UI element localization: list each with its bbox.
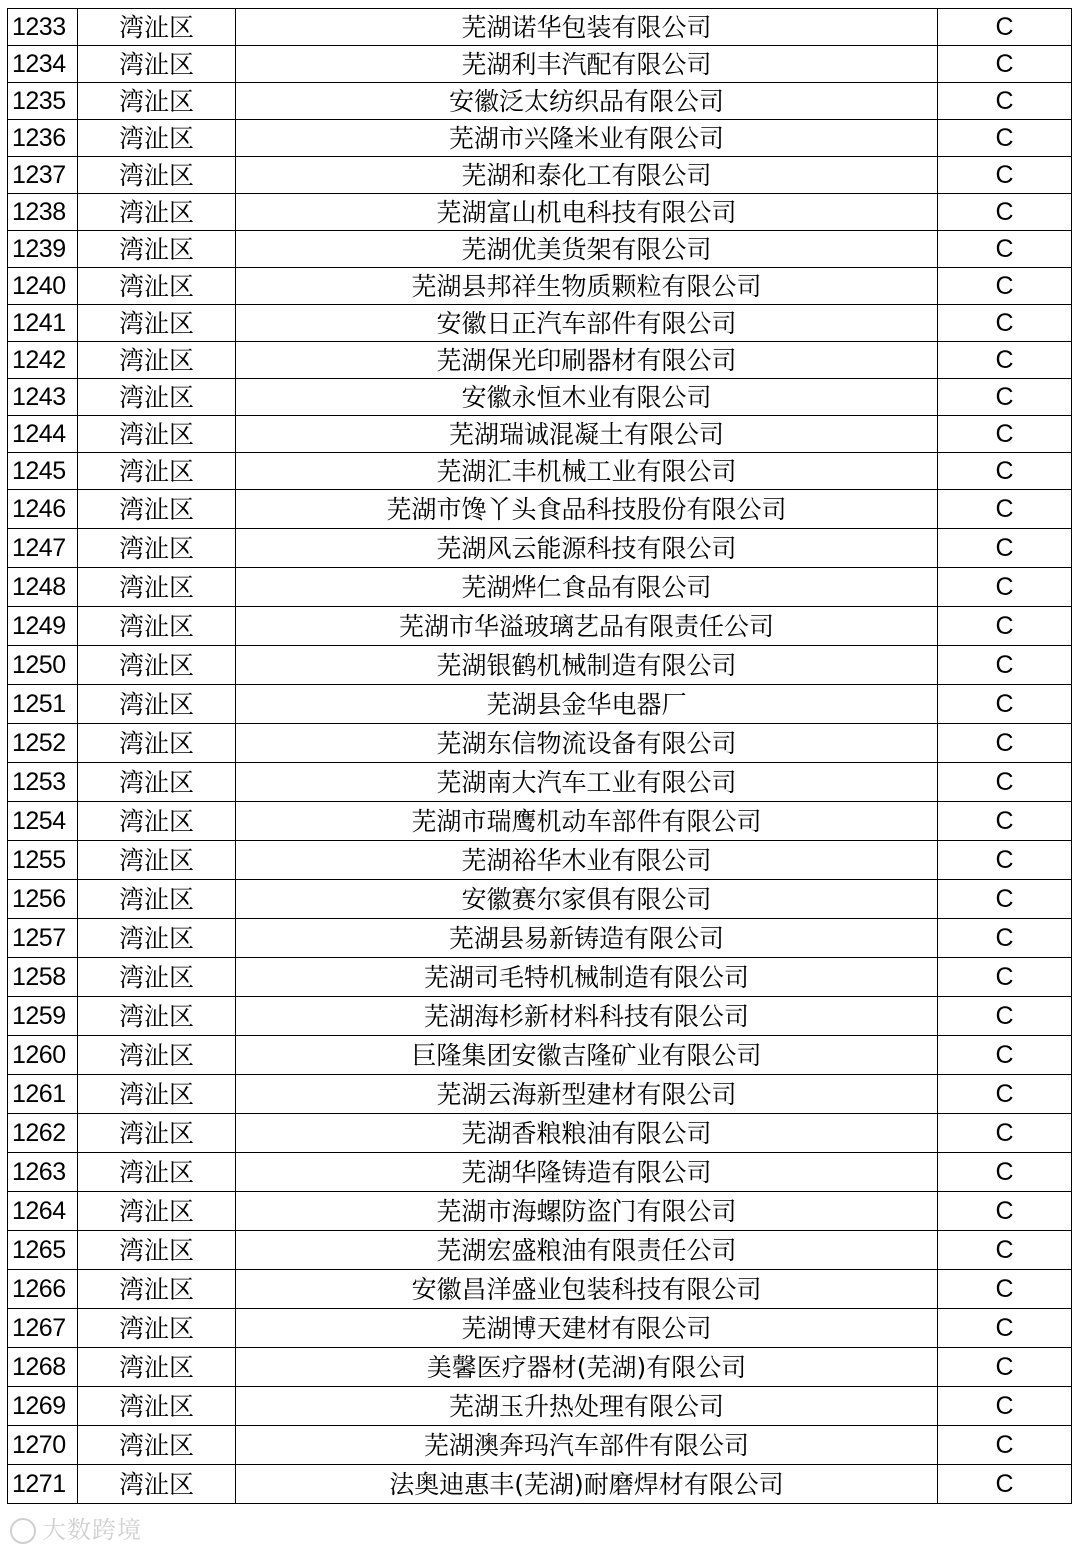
- company-name-cell: 芜湖市兴隆米业有限公司: [236, 120, 938, 157]
- table-row: [8, 120, 1072, 157]
- credit-level-cell: C: [938, 1348, 1072, 1387]
- district-cell: 湾沚区: [78, 379, 236, 416]
- row-number-cell: 1264: [8, 1192, 78, 1231]
- company-name-cell: 巨隆集团安徽吉隆矿业有限公司: [236, 1036, 938, 1075]
- company-name-cell: 安徽昌洋盛业包装科技有限公司: [236, 1270, 938, 1309]
- table-row: [8, 342, 1072, 379]
- credit-level-cell: C: [938, 1270, 1072, 1309]
- district-cell: 湾沚区: [78, 9, 236, 46]
- table-row: [8, 841, 1072, 880]
- company-name-cell: 芜湖裕华木业有限公司: [236, 841, 938, 880]
- credit-level-cell: C: [938, 490, 1072, 529]
- credit-level-cell: C: [938, 685, 1072, 724]
- company-name-cell: 芜湖优美货架有限公司: [236, 231, 938, 268]
- credit-level-cell: C: [938, 646, 1072, 685]
- table-row: [8, 607, 1072, 646]
- credit-level-cell: C: [938, 529, 1072, 568]
- table-row: [8, 379, 1072, 416]
- company-name-cell: 芜湖香粮粮油有限公司: [236, 1114, 938, 1153]
- district-cell: 湾沚区: [78, 120, 236, 157]
- row-number-cell: 1265: [8, 1231, 78, 1270]
- table-body: [8, 9, 1072, 1504]
- company-name-cell: 芜湖县易新铸造有限公司: [236, 919, 938, 958]
- company-name-cell: 芜湖烨仁食品有限公司: [236, 568, 938, 607]
- row-number-cell: 1233: [8, 9, 78, 46]
- row-number-cell: 1255: [8, 841, 78, 880]
- credit-level-cell: C: [938, 379, 1072, 416]
- district-cell: 湾沚区: [78, 194, 236, 231]
- row-number-cell: 1236: [8, 120, 78, 157]
- table-row: [8, 802, 1072, 841]
- credit-level-cell: C: [938, 1153, 1072, 1192]
- table-row: [8, 919, 1072, 958]
- credit-level-cell: C: [938, 268, 1072, 305]
- district-cell: 湾沚区: [78, 268, 236, 305]
- row-number-cell: 1261: [8, 1075, 78, 1114]
- row-number-cell: 1243: [8, 379, 78, 416]
- row-number-cell: 1244: [8, 416, 78, 453]
- district-cell: 湾沚区: [78, 1231, 236, 1270]
- table-row: [8, 880, 1072, 919]
- credit-level-cell: C: [938, 453, 1072, 490]
- row-number-cell: 1238: [8, 194, 78, 231]
- table-row: [8, 490, 1072, 529]
- row-number-cell: 1249: [8, 607, 78, 646]
- credit-level-cell: C: [938, 607, 1072, 646]
- table-row: [8, 1114, 1072, 1153]
- credit-level-cell: C: [938, 83, 1072, 120]
- table-row: [8, 1387, 1072, 1426]
- district-cell: 湾沚区: [78, 1309, 236, 1348]
- credit-level-cell: C: [938, 568, 1072, 607]
- row-number-cell: 1237: [8, 157, 78, 194]
- credit-level-cell: C: [938, 157, 1072, 194]
- company-name-cell: 安徽泛太纺织品有限公司: [236, 83, 938, 120]
- row-number-cell: 1268: [8, 1348, 78, 1387]
- district-cell: 湾沚区: [78, 685, 236, 724]
- company-name-cell: 芜湖华隆铸造有限公司: [236, 1153, 938, 1192]
- district-cell: 湾沚区: [78, 231, 236, 268]
- credit-level-cell: C: [938, 997, 1072, 1036]
- credit-level-cell: C: [938, 1309, 1072, 1348]
- district-cell: 湾沚区: [78, 1153, 236, 1192]
- district-cell: 湾沚区: [78, 416, 236, 453]
- credit-level-cell: C: [938, 1465, 1072, 1504]
- district-cell: 湾沚区: [78, 529, 236, 568]
- watermark-text: 大数跨境: [42, 1516, 142, 1544]
- district-cell: 湾沚区: [78, 1075, 236, 1114]
- table-row: [8, 958, 1072, 997]
- district-cell: 湾沚区: [78, 724, 236, 763]
- district-cell: 湾沚区: [78, 46, 236, 83]
- credit-level-cell: C: [938, 724, 1072, 763]
- row-number-cell: 1248: [8, 568, 78, 607]
- row-number-cell: 1250: [8, 646, 78, 685]
- district-cell: 湾沚区: [78, 453, 236, 490]
- row-number-cell: 1234: [8, 46, 78, 83]
- company-name-cell: 芜湖海杉新材料科技有限公司: [236, 997, 938, 1036]
- district-cell: 湾沚区: [78, 958, 236, 997]
- company-rating-table: [7, 8, 1072, 1504]
- row-number-cell: 1245: [8, 453, 78, 490]
- table-row: [8, 268, 1072, 305]
- credit-level-cell: C: [938, 194, 1072, 231]
- company-name-cell: 芜湖司毛特机械制造有限公司: [236, 958, 938, 997]
- credit-level-cell: C: [938, 802, 1072, 841]
- row-number-cell: 1251: [8, 685, 78, 724]
- credit-level-cell: C: [938, 958, 1072, 997]
- row-number-cell: 1252: [8, 724, 78, 763]
- district-cell: 湾沚区: [78, 1387, 236, 1426]
- district-cell: 湾沚区: [78, 763, 236, 802]
- row-number-cell: 1247: [8, 529, 78, 568]
- row-number-cell: 1256: [8, 880, 78, 919]
- row-number-cell: 1263: [8, 1153, 78, 1192]
- company-name-cell: 芜湖诺华包装有限公司: [236, 9, 938, 46]
- company-name-cell: 芜湖和泰化工有限公司: [236, 157, 938, 194]
- row-number-cell: 1254: [8, 802, 78, 841]
- district-cell: 湾沚区: [78, 1426, 236, 1465]
- district-cell: 湾沚区: [78, 1036, 236, 1075]
- row-number-cell: 1262: [8, 1114, 78, 1153]
- district-cell: 湾沚区: [78, 841, 236, 880]
- company-name-cell: 芜湖云海新型建材有限公司: [236, 1075, 938, 1114]
- table-row: [8, 568, 1072, 607]
- district-cell: 湾沚区: [78, 305, 236, 342]
- credit-level-cell: C: [938, 305, 1072, 342]
- district-cell: 湾沚区: [78, 1270, 236, 1309]
- district-cell: 湾沚区: [78, 342, 236, 379]
- row-number-cell: 1257: [8, 919, 78, 958]
- table-row: [8, 1426, 1072, 1465]
- district-cell: 湾沚区: [78, 997, 236, 1036]
- district-cell: 湾沚区: [78, 1465, 236, 1504]
- table-row: [8, 157, 1072, 194]
- table-row: [8, 1153, 1072, 1192]
- table-row: [8, 416, 1072, 453]
- company-name-cell: 芜湖市华溢玻璃艺品有限责任公司: [236, 607, 938, 646]
- credit-level-cell: C: [938, 1387, 1072, 1426]
- credit-level-cell: C: [938, 1075, 1072, 1114]
- row-number-cell: 1242: [8, 342, 78, 379]
- row-number-cell: 1239: [8, 231, 78, 268]
- credit-level-cell: C: [938, 416, 1072, 453]
- company-name-cell: 芜湖东信物流设备有限公司: [236, 724, 938, 763]
- company-name-cell: 芜湖南大汽车工业有限公司: [236, 763, 938, 802]
- district-cell: 湾沚区: [78, 490, 236, 529]
- company-name-cell: 芜湖宏盛粮油有限责任公司: [236, 1231, 938, 1270]
- table-row: [8, 46, 1072, 83]
- credit-level-cell: C: [938, 1114, 1072, 1153]
- credit-level-cell: C: [938, 841, 1072, 880]
- company-name-cell: 安徽永恒木业有限公司: [236, 379, 938, 416]
- table-row: [8, 1075, 1072, 1114]
- district-cell: 湾沚区: [78, 919, 236, 958]
- credit-level-cell: C: [938, 231, 1072, 268]
- company-name-cell: 芜湖保光印刷器材有限公司: [236, 342, 938, 379]
- table-row: [8, 997, 1072, 1036]
- district-cell: 湾沚区: [78, 1348, 236, 1387]
- row-number-cell: 1246: [8, 490, 78, 529]
- table-row: [8, 83, 1072, 120]
- company-name-cell: 芜湖市海螺防盗门有限公司: [236, 1192, 938, 1231]
- row-number-cell: 1259: [8, 997, 78, 1036]
- table-row: [8, 1192, 1072, 1231]
- row-number-cell: 1266: [8, 1270, 78, 1309]
- table-row: [8, 305, 1072, 342]
- watermark: [10, 1510, 142, 1545]
- table-row: [8, 9, 1072, 46]
- row-number-cell: 1269: [8, 1387, 78, 1426]
- table-row: [8, 529, 1072, 568]
- credit-level-cell: C: [938, 46, 1072, 83]
- row-number-cell: 1270: [8, 1426, 78, 1465]
- district-cell: 湾沚区: [78, 880, 236, 919]
- company-name-cell: 芜湖利丰汽配有限公司: [236, 46, 938, 83]
- district-cell: 湾沚区: [78, 802, 236, 841]
- company-name-cell: 芜湖澳奔玛汽车部件有限公司: [236, 1426, 938, 1465]
- company-name-cell: 芜湖瑞诚混凝土有限公司: [236, 416, 938, 453]
- credit-level-cell: C: [938, 1231, 1072, 1270]
- company-name-cell: 芜湖县金华电器厂: [236, 685, 938, 724]
- table-row: [8, 1465, 1072, 1504]
- district-cell: 湾沚区: [78, 607, 236, 646]
- row-number-cell: 1271: [8, 1465, 78, 1504]
- credit-level-cell: C: [938, 120, 1072, 157]
- district-cell: 湾沚区: [78, 646, 236, 685]
- company-name-cell: 芜湖玉升热处理有限公司: [236, 1387, 938, 1426]
- table-row: [8, 453, 1072, 490]
- district-cell: 湾沚区: [78, 568, 236, 607]
- company-name-cell: 芜湖市瑞鹰机动车部件有限公司: [236, 802, 938, 841]
- table-row: [8, 685, 1072, 724]
- table-row: [8, 763, 1072, 802]
- credit-level-cell: C: [938, 1192, 1072, 1231]
- row-number-cell: 1260: [8, 1036, 78, 1075]
- company-name-cell: 芜湖县邦祥生物质颗粒有限公司: [236, 268, 938, 305]
- company-name-cell: 芜湖富山机电科技有限公司: [236, 194, 938, 231]
- table-row: [8, 724, 1072, 763]
- credit-level-cell: C: [938, 880, 1072, 919]
- table-row: [8, 1036, 1072, 1075]
- row-number-cell: 1267: [8, 1309, 78, 1348]
- table-row: [8, 194, 1072, 231]
- district-cell: 湾沚区: [78, 83, 236, 120]
- table-row: [8, 231, 1072, 268]
- row-number-cell: 1240: [8, 268, 78, 305]
- company-name-cell: 安徽日正汽车部件有限公司: [236, 305, 938, 342]
- credit-level-cell: C: [938, 1036, 1072, 1075]
- company-name-cell: 安徽赛尔家俱有限公司: [236, 880, 938, 919]
- row-number-cell: 1258: [8, 958, 78, 997]
- credit-level-cell: C: [938, 1426, 1072, 1465]
- district-cell: 湾沚区: [78, 1192, 236, 1231]
- company-name-cell: 法奥迪惠丰(芜湖)耐磨焊材有限公司: [236, 1465, 938, 1504]
- company-table-container: [7, 8, 1071, 1504]
- table-row: [8, 646, 1072, 685]
- company-name-cell: 芜湖风云能源科技有限公司: [236, 529, 938, 568]
- table-row: [8, 1309, 1072, 1348]
- row-number-cell: 1253: [8, 763, 78, 802]
- table-row: [8, 1270, 1072, 1309]
- credit-level-cell: C: [938, 342, 1072, 379]
- company-name-cell: 芜湖汇丰机械工业有限公司: [236, 453, 938, 490]
- credit-level-cell: C: [938, 763, 1072, 802]
- watermark-logo-icon: [10, 1518, 36, 1544]
- credit-level-cell: C: [938, 9, 1072, 46]
- table-row: [8, 1348, 1072, 1387]
- district-cell: 湾沚区: [78, 1114, 236, 1153]
- company-name-cell: 芜湖市馋丫头食品科技股份有限公司: [236, 490, 938, 529]
- district-cell: 湾沚区: [78, 157, 236, 194]
- row-number-cell: 1235: [8, 83, 78, 120]
- company-name-cell: 芜湖博天建材有限公司: [236, 1309, 938, 1348]
- credit-level-cell: C: [938, 919, 1072, 958]
- company-name-cell: 美馨医疗器材(芜湖)有限公司: [236, 1348, 938, 1387]
- table-row: [8, 1231, 1072, 1270]
- company-name-cell: 芜湖银鹤机械制造有限公司: [236, 646, 938, 685]
- row-number-cell: 1241: [8, 305, 78, 342]
